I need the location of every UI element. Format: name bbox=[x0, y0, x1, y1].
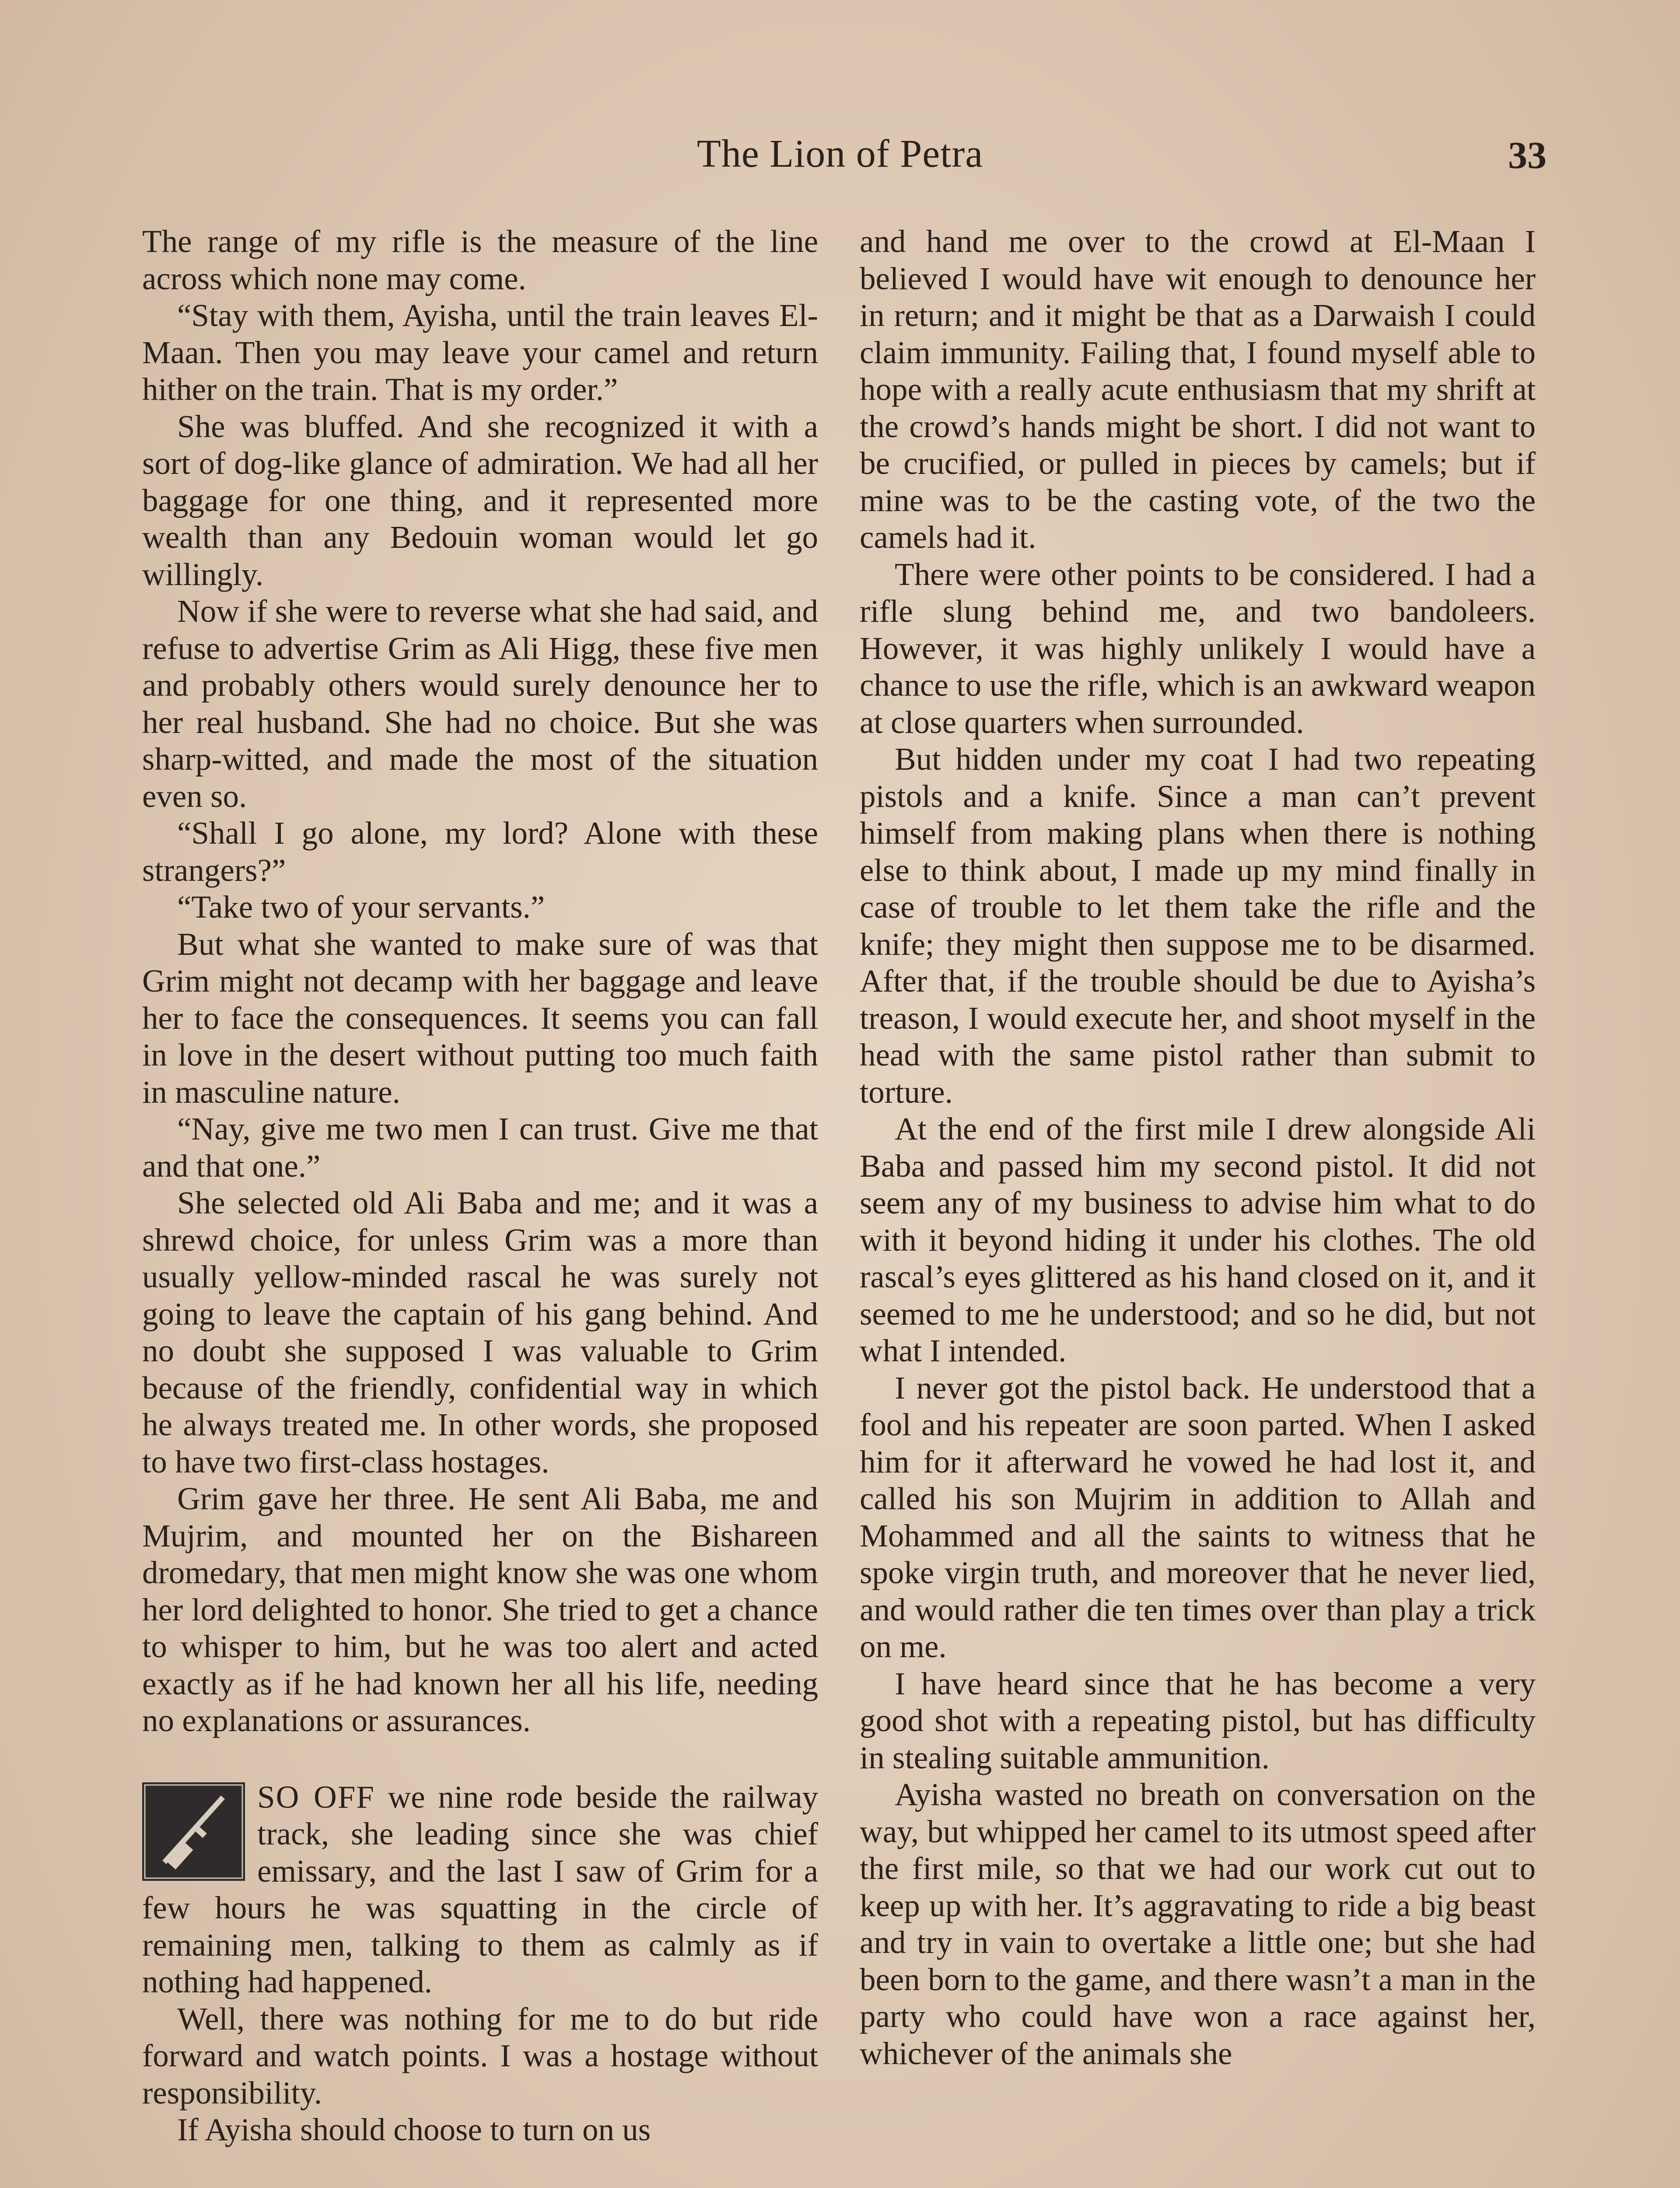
page-number: 33 bbox=[1508, 134, 1547, 177]
paragraph: She selected old Ali Baba and me; and it was a shrewd choice, for unless Grim was a more than usually yellow-minded rascal he was surely not going to leave the captain of his gang behind. And no doubt she supposed I was valuable to Grim because of the friendly, confidential way in which he always treated me. In other words, she proposed to have two first-class hostages. bbox=[142, 1185, 818, 1480]
section-text: we nine rode beside the railway track, she leading since she was chief emissary, and the last I saw of Grim for a few hours he was squatting in the circle of remaining men, talking to them as calmly as if nothing had happened. bbox=[142, 1779, 818, 1999]
paragraph: She was bluffed. And she recognized it with a sort of dog-like glance of admiration. We had all her baggage for one thing, and it represented more wealth than any Bedouin woman would let go willingly. bbox=[142, 408, 818, 592]
paragraph: But hidden under my coat I had two repeating pistols and a knife. Since a man can’t prevent himself from making plans when there is nothing else to think about, I made up my mind finally in case of trouble to let them take the rifle and the knife; they might then suppose me to be disarmed. After that, if the trouble should be due to Ayisha’s treason, I would execute her, and shoot myself in the head with the same pistol rather than submit to torture. bbox=[860, 741, 1536, 1110]
paragraph: “Take two of your servants.” bbox=[177, 889, 545, 925]
paragraph: But what she wanted to make sure of was that Grim might not decamp with her baggage and leave her to face the consequences. It seems you can fall in love in the desert without putting too much faith in masculine nature. bbox=[142, 926, 818, 1110]
paragraph: I have heard since that he has become a very good shot with a repeating pistol, but has difficulty in stealing suitable ammunition. bbox=[860, 1666, 1536, 1775]
paragraph: There were other points to be considered. I had a rifle slung behind me, and two bandoleers. However, it was highly unlikely I would have a chance to use the rifle, which is an awkward weapon at close quarters when surrounded. bbox=[860, 556, 1536, 740]
paragraph: Well, there was nothing for me to do but ride forward and watch points. I was a hostage without responsibility. bbox=[142, 2001, 818, 2111]
rifle-ornament-icon bbox=[142, 1782, 245, 1881]
paragraph: Now if she were to reverse what she had said, and refuse to advertise Grim as Ali Higg, these five men and probably others would surely denounce her to her real husband. She had no choice. But she was sharp-witted, and made the most of the situation even so. bbox=[142, 593, 818, 814]
paragraph: At the end of the first mile I drew alongside Ali Baba and passed him my second pistol. It did not seem any of my business to advise him what to do with it beyond hiding it under his clothes. The old rascal’s eyes glittered as his hand closed on it, and it seemed to me he understood; and so he did, but not what I intended. bbox=[860, 1111, 1536, 1368]
paragraph: “Nay, give me two men I can trust. Give me that and that one.” bbox=[142, 1111, 818, 1184]
paragraph: Grim gave her three. He sent Ali Baba, me and Mujrim, and mounted her on the Bishareen dromedary, that men might know she was one whom her lord delighted to honor. She tried to get a chance to whisper to him, but he was too alert and acted exactly as if he had known her all his life, needing no explanations or assurances. bbox=[142, 1481, 818, 1738]
paragraph: “Shall I go alone, my lord? Alone with these strangers?” bbox=[142, 815, 818, 888]
left-column bbox=[142, 223, 818, 2149]
paragraph: I never got the pistol back. He understood that a fool and his repeater are soon parted. When I asked him for it afterward he vowed he had lost it, and called his son Mujrim in addition to Allah and Mohammed and all the saints to witness that he spoke virgin truth, and moreover that he never lied, and would rather die ten times over than play a trick on me. bbox=[860, 1370, 1536, 1664]
paragraph: “Stay with them, Ayisha, until the train leaves El-Maan. Then you may leave your camel and return hither on the train. That is my order.” bbox=[142, 298, 818, 407]
section-start-paragraph bbox=[142, 1779, 818, 2001]
paragraph: and hand me over to the crowd at El-Maan I believed I would have wit enough to denounce her in return; and it might be that as a Darwaish I could claim immunity. Failing that, I found myself able to hope with a really acute enthusiasm that my shrift at the crowd’s hands might be short. I did not want to be crucified, or pulled in pieces by camels; but if mine was to be the casting vote, of the two the camels had it. bbox=[860, 224, 1536, 555]
running-head: The Lion of Petra bbox=[696, 132, 984, 175]
paragraph: Ayisha wasted no breath on conversation on the way, but whipped her camel to its utmost speed after the first mile, so that we had our work cut out to keep up with her. It’s aggravating to ride a big beast and try in vain to overtake a little one; but she had been born to the game, and there wasn’t a man in the party who could have won a race against her, whichever of the animals she bbox=[860, 1777, 1536, 2071]
paragraph: The range of my rifle is the measure of the line across which none may come. bbox=[142, 224, 818, 296]
right-column bbox=[860, 223, 1536, 2072]
paragraph: If Ayisha should choose to turn on us bbox=[177, 2112, 651, 2147]
section-lead: SO OFF bbox=[257, 1779, 375, 1815]
